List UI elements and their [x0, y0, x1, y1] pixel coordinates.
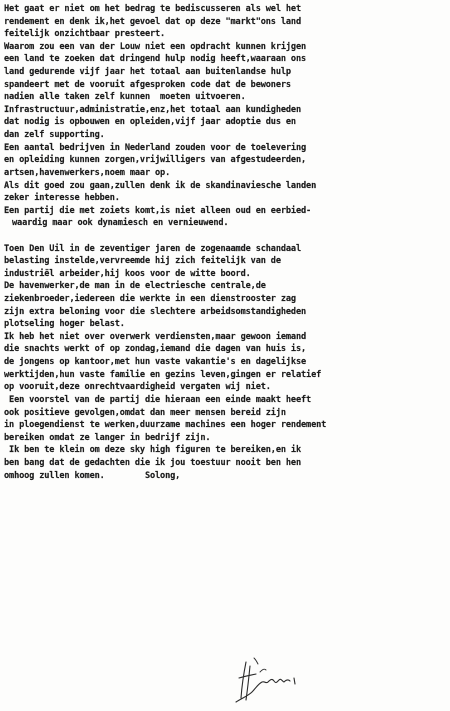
text-line: feitelijk onzichtbaar presteert.: [4, 29, 166, 40]
text-line: Als dit goed zou gaan,zullen denk ik de skandinaviesche landen: [4, 180, 317, 191]
text-line: Een partij die met zoiets komt,is niet alleen oud en eerbied-: [4, 205, 312, 216]
text-line: belasting instelde,vervreemde hij zich feitelijk van de: [4, 256, 281, 267]
text-line: omhoog zullen komen. Solong,: [4, 470, 181, 481]
text-line: een land te zoeken dat dringend hulp nodig heeft,waaraan ons: [4, 54, 307, 65]
letter-body: [4, 3, 448, 482]
text-line: Een aantal bedrijven in Nederland zouden voor de toelevering: [4, 142, 307, 153]
text-line: werktijden,hun vaste familie en gezins leven,gingen er relatief: [4, 369, 322, 380]
text-line: Toen Den Uil in de zeventiger jaren de zogenaamde schandaal: [4, 243, 301, 254]
text-line: spandeert met de vooruit afgesproken code dat de bewoners: [4, 79, 291, 90]
text-line: nadien alle taken zelf kunnen moeten uitvoeren.: [4, 92, 246, 103]
text-line: bereiken omdat ze langer in bedrijf zijn.: [4, 432, 211, 443]
text-line: Waarom zou een van der Louw niet een opdracht kunnen krijgen: [4, 41, 307, 52]
text-line: en opleiding kunnen zorgen,vrijwilligers van afgestudeerden,: [4, 155, 307, 166]
text-line: Het gaat er niet om het bedrag te bediscusseren als wel het: [4, 4, 301, 14]
text-line: ben bang dat de gedachten die ik jou toestuur nooit ben hen: [4, 457, 301, 468]
text-line: Ik ben te klein om deze sky high figuren te bereiken,en ik: [4, 445, 301, 456]
text-line: industriël arbeider,hij koos voor de witte boord.: [4, 268, 251, 279]
text-line: dat nodig is opbouwen en opleiden,vijf jaar adoptie dus en: [4, 117, 296, 128]
text-line: Infrastructuur,administratie,enz,het totaal aan kundigheden: [4, 104, 301, 115]
text-line: die snachts werkt of op zondag,iemand die dagen van huis is,: [4, 344, 307, 355]
text-line: land gedurende vijf jaar het totaal aan buitenlandse hulp: [4, 67, 291, 78]
text-line: Ik heb het niet over overwerk verdiensten,maar gewoon iemand: [4, 331, 307, 342]
text-line: plotseling hoger belast.: [4, 319, 125, 330]
text-line: dan zelf supporting.: [4, 130, 105, 141]
text-line: De havenwerker,de man in de electriesche centrale,de: [4, 281, 266, 292]
handwritten-signature: [232, 648, 302, 706]
text-line: in ploegendienst te werken,duurzame machines een hoger rendement: [4, 420, 327, 431]
text-line: rendement en denk ik,het gevoel dat op deze "markt"ons land: [4, 16, 301, 27]
text-line: zeker interesse hebben.: [4, 193, 120, 204]
text-line: waardig maar ook dynamiesch en vernieuwend.: [12, 218, 229, 229]
paragraph-gap: [4, 230, 448, 243]
text-line: ziekenbroeder,iedereen die werkte in een dienstrooster zag: [4, 294, 296, 305]
text-line: de jongens op kantoor,met hun vaste vakantie's en dagelijkse: [4, 357, 307, 368]
text-line: artsen,havenwerkers,noem maar op.: [4, 167, 171, 178]
text-line: ook positieve gevolgen,omdat dan meer mensen bereid zijn: [4, 407, 286, 418]
text-line: Een voorstel van de partij die hieraan een einde maakt heeft: [4, 394, 312, 405]
text-line: zijn extra beloning voor die slechtere arbeidsomstandigheden: [4, 306, 307, 317]
text-line: op vooruit,deze onrechtvaardigheid vergaten wij niet.: [4, 382, 271, 393]
